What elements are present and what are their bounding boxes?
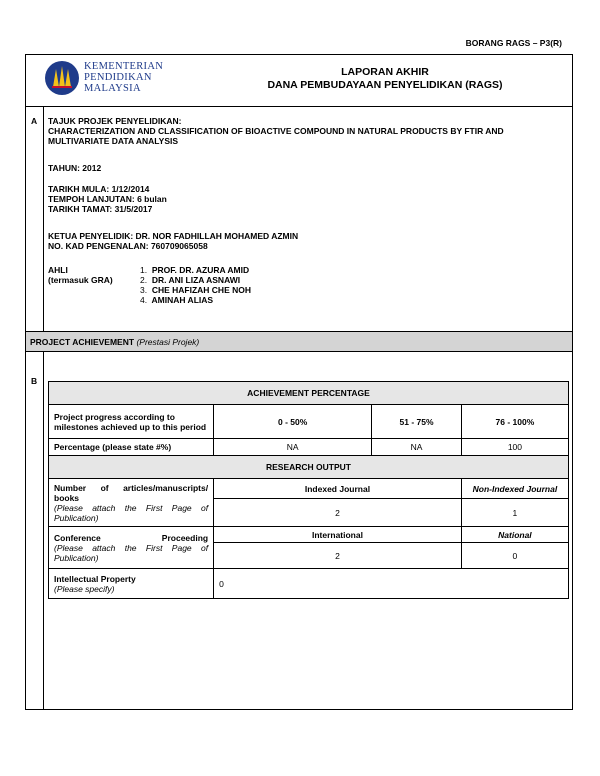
title-line-1: LAPORAN AKHIR	[341, 66, 429, 78]
conference-cell	[49, 527, 214, 569]
achievement-percentage-header: ACHIEVEMENT PERCENTAGE	[49, 382, 569, 405]
ip-value: 0	[214, 569, 569, 599]
header-divider	[25, 106, 573, 107]
conference-label: Conference Proceeding	[54, 532, 209, 543]
start-date: TARIKH MULA: 1/12/2014	[48, 184, 150, 194]
member-name: PROF. DR. AZURA AMID	[151, 265, 250, 275]
range-0-50: 0 - 50%	[214, 405, 372, 439]
member-item: 3. CHE HAFIZAH CHE NOH	[140, 285, 251, 295]
logo-line-3: MALAYSIA	[84, 83, 141, 94]
project-achievement-band	[26, 331, 572, 352]
section-a-column-line	[43, 106, 44, 331]
project-achievement-heading	[30, 337, 199, 347]
section-b-letter: B	[31, 376, 38, 386]
table-row	[49, 382, 569, 405]
indexed-journal-label: Indexed Journal	[214, 479, 462, 499]
report-title	[200, 66, 570, 92]
percentage-label: Percentage (please state #%)	[49, 439, 214, 456]
ip-label: Intellectual Property	[54, 573, 136, 584]
articles-attach-note: (Please attach the First Page of Publication)	[54, 502, 209, 523]
members-label	[48, 265, 113, 285]
dates-block	[48, 184, 167, 214]
members-label-sub: (termasuk GRA)	[48, 275, 113, 285]
nonindexed-journal-label: Non-Indexed Journal	[461, 479, 568, 499]
title-line-2: DANA PEMBUDAYAAN PENYELIDIKAN (RAGS)	[267, 79, 503, 91]
range-76-100: 76 - 100%	[461, 405, 568, 439]
lead-researcher-block	[48, 231, 298, 251]
international-value: 2	[214, 543, 462, 569]
members-label-main: AHLI	[48, 265, 68, 275]
lead-researcher: KETUA PENYELIDIK: DR. NOR FADHILLAH MOHAMED AZMIN	[48, 231, 299, 241]
year: TAHUN: 2012	[48, 163, 102, 173]
extension-period: TEMPOH LANJUTAN: 6 bulan	[48, 194, 167, 204]
percentage-value-51-75: NA	[372, 439, 462, 456]
ip-cell	[49, 569, 214, 599]
member-item: 1. PROF. DR. AZURA AMID	[140, 265, 250, 275]
form-code: BORANG RAGS – P3(R)	[465, 38, 562, 48]
research-output-header: RESEARCH OUTPUT	[49, 456, 569, 479]
international-label: International	[214, 527, 462, 543]
percentage-value-76-100: 100	[461, 439, 568, 456]
conference-attach-note: (Please attach the First Page of Publication)	[54, 542, 209, 563]
ministry-name	[84, 61, 163, 94]
member-item: 4. AMINAH ALIAS	[140, 295, 214, 305]
range-51-75: 51 - 75%	[372, 405, 462, 439]
ministry-emblem-icon	[44, 60, 80, 96]
project-title-value: CHARACTERIZATION AND CLASSIFICATION OF BIOACTIVE COMPOUND IN NATURAL PRODUCTS BY FTIR AND MULTIVARIATE DATA ANALYSIS	[48, 126, 504, 146]
nonindexed-journal-value: 1	[461, 499, 568, 527]
articles-cell	[49, 479, 214, 527]
project-achievement-label-ms: (Prestasi Projek)	[136, 337, 200, 347]
indexed-journal-value: 2	[214, 499, 462, 527]
ministry-logo	[44, 60, 184, 100]
percentage-value-0-50: NA	[214, 439, 372, 456]
achievement-table	[48, 381, 569, 599]
project-title-label: TAJUK PROJEK PENYELIDIKAN:	[48, 116, 182, 126]
member-item: 2. DR. ANI LIZA ASNAWI	[140, 275, 241, 285]
ic-number: NO. KAD PENGENALAN: 760709065058	[48, 241, 208, 251]
member-name: DR. ANI LIZA ASNAWI	[151, 275, 241, 285]
national-label: National	[461, 527, 568, 543]
member-name: AMINAH ALIAS	[151, 295, 214, 305]
table-row	[49, 479, 569, 499]
table-row	[49, 405, 569, 439]
member-name: CHE HAFIZAH CHE NOH	[151, 285, 251, 295]
section-a-letter: A	[31, 116, 38, 126]
end-date: TARIKH TAMAT: 31/5/2017	[48, 204, 153, 214]
table-row	[49, 527, 569, 543]
table-row	[49, 439, 569, 456]
members-list	[140, 265, 251, 305]
ip-note: (Please specify)	[54, 583, 115, 594]
national-value: 0	[461, 543, 568, 569]
progress-label: Project progress according to milestones achieved up to this period	[49, 405, 214, 439]
logo-line-2: PENDIDIKAN	[84, 72, 152, 83]
articles-label: Number of articles/manuscripts/ books	[54, 482, 209, 503]
table-row	[49, 456, 569, 479]
table-row	[49, 569, 569, 599]
project-achievement-label: PROJECT ACHIEVEMENT	[30, 337, 135, 347]
project-title-block	[48, 116, 563, 146]
logo-line-1: KEMENTERIAN	[84, 61, 164, 72]
section-b-column-line	[43, 352, 44, 710]
